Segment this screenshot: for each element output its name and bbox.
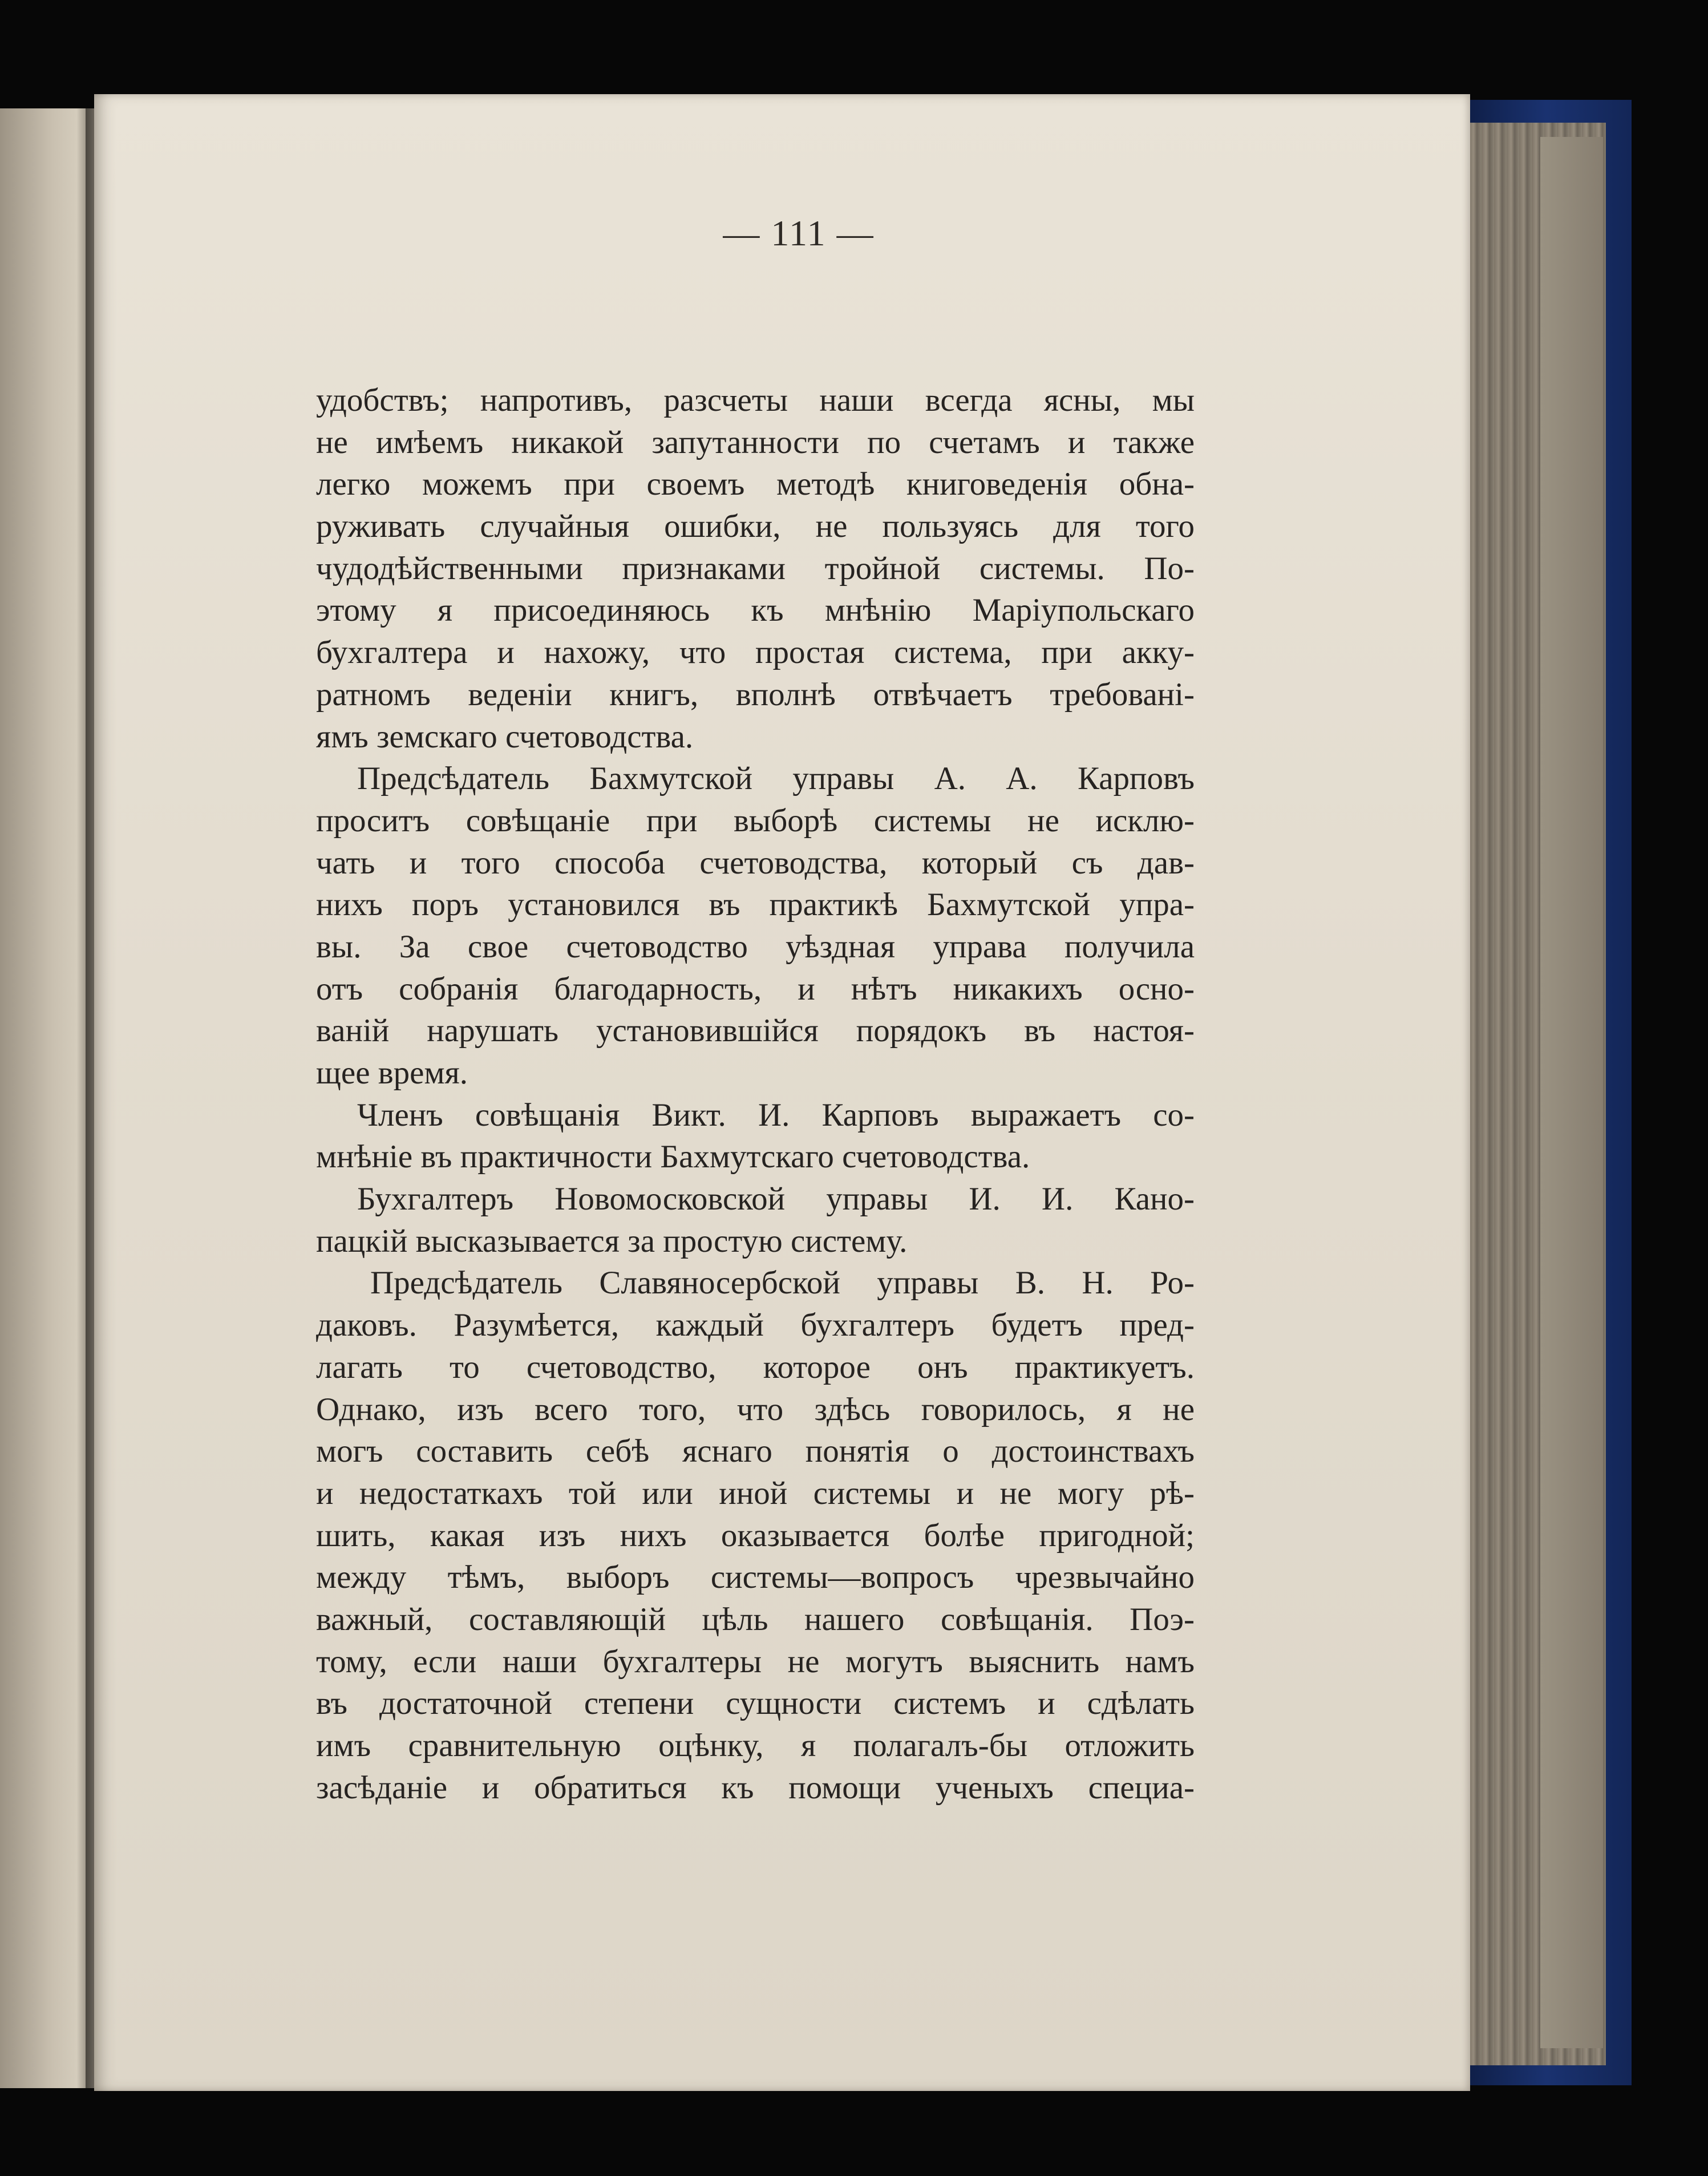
text-line: Предсѣдатель Славяносербской управы В. Н. Ро-	[370, 1265, 1195, 1301]
text-line: пацкій высказывается за простую систему.	[316, 1223, 908, 1259]
text-line: шить, какая изъ нихъ оказывается болѣе пригодной;	[316, 1517, 1195, 1554]
text-line: и недостаткахъ той или иной системы и не могу рѣ-	[316, 1475, 1195, 1511]
text-line: въ достаточной степени сущности системъ и сдѣлать	[316, 1685, 1195, 1722]
paragraph	[316, 1094, 1195, 1178]
text-line: тому, если наши бухгалтеры не могутъ выяснить намъ	[316, 1643, 1195, 1680]
text-line: между тѣмъ, выборъ системы—вопросъ чрезвычайно	[316, 1559, 1195, 1596]
text-line: имъ сравнительную оцѣнку, я полагалъ-бы отложить	[316, 1728, 1195, 1764]
text-line: засѣданіе и обратиться къ помощи ученыхъ специа-	[316, 1769, 1195, 1806]
paragraph	[316, 758, 1195, 1094]
text-line: Членъ совѣщанія Викт. И. Карповъ выражаетъ со-	[357, 1097, 1195, 1133]
text-line: могъ составить себѣ яснаго понятія о достоинствахъ	[316, 1433, 1195, 1470]
text-line: Предсѣдатель Бахмутской управы А. А. Карповъ	[357, 761, 1195, 797]
text-line: Однако, изъ всего того, что здѣсь говорилось, я не	[316, 1391, 1195, 1427]
body-text	[316, 379, 1195, 1809]
text-line: проситъ совѣщаніе при выборѣ системы не исклю-	[316, 802, 1195, 839]
text-line: не имѣемъ никакой запутанности по счетамъ и также	[316, 424, 1195, 460]
text-line: удобствъ; напротивъ, разсчеты наши всегда ясны, мы	[316, 382, 1195, 418]
paragraph	[316, 1262, 1195, 1809]
text-line: отъ собранія благодарность, и нѣтъ никакихъ осно-	[316, 970, 1195, 1007]
paragraph	[316, 379, 1195, 758]
text-line: Бухгалтеръ Новомосковской управы И. И. Кано-	[357, 1181, 1195, 1218]
page-stack-inner	[1540, 137, 1603, 2048]
text-line: ваній нарушать установившійся порядокъ въ настоя-	[316, 1013, 1195, 1049]
text-line: важный, составляющій цѣль нашего совѣщанія. Поэ-	[316, 1601, 1195, 1637]
text-line: лагать то счетоводство, которое онъ практикуетъ.	[316, 1349, 1195, 1385]
text-line: ратномъ веденіи книгъ, вполнѣ отвѣчаетъ требовані-	[316, 676, 1195, 713]
text-line: этому я присоединяюсь къ мнѣнію Маріупольскаго	[316, 592, 1195, 629]
text-line: ямъ земскаго счетоводства.	[316, 718, 694, 755]
text-line: даковъ. Разумѣется, каждый бухгалтеръ будетъ пред-	[316, 1307, 1195, 1344]
text-line: нихъ поръ установился въ практикѣ Бахмутской упра-	[316, 887, 1195, 923]
text-line: бухгалтера и нахожу, что простая система, при акку-	[316, 634, 1195, 671]
text-line: мнѣніе въ практичности Бахмутскаго счетоводства.	[316, 1139, 1030, 1175]
text-line: щее время.	[316, 1055, 468, 1091]
page-number: — 111 —	[723, 213, 875, 253]
left-page-edge	[0, 108, 96, 2088]
text-line: чать и того способа счетоводства, который съ дав-	[316, 844, 1195, 881]
text-line: легко можемъ при своемъ методѣ книговеденія обна-	[316, 466, 1195, 503]
text-line: чудодѣйственными признаками тройной системы. По-	[316, 550, 1195, 587]
paragraph	[316, 1178, 1195, 1262]
text-line: руживать случайныя ошибки, не пользуясь для того	[316, 508, 1195, 545]
text-line: вы. За свое счетоводство уѣздная управа получила	[316, 928, 1195, 965]
